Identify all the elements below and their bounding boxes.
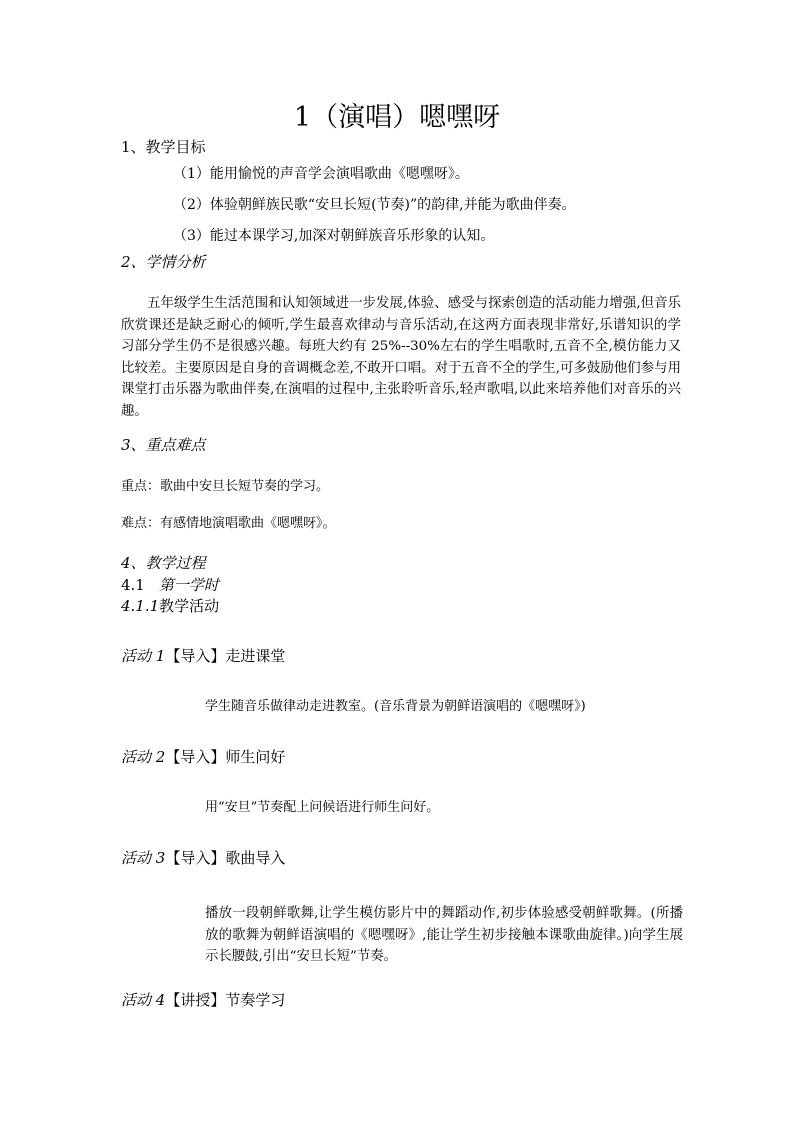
- key-point-text: 重点：歌曲中安旦长短节奏的学习。: [121, 479, 330, 494]
- activity-heading: [121, 649, 285, 664]
- activity-number: 活动 2: [121, 748, 166, 766]
- analysis-paragraph: 五年级学生生活范围和认知领域进一步发展,体验、感受与探索创造的活动能力增强,但音乐欣赏课还是缺乏耐心的倾听,学生最喜欢律动与音乐活动,在这两方面表现非常好,乐谱知识的学习部分学生仍不是很感兴趣。每班大约有 25%--30%左右的学生唱歌时,五音不全,模仿能力又比较差。主要原因是自身的音调概念差,不敢开口唱。对于五音不全的学生,可多鼓励他们参与用课堂打击乐器为歌曲伴奏,在演唱的过程中,主张聆听音乐,轻声歌唱,以此来培养他们对音乐的兴趣。: [121, 296, 681, 419]
- activity-name: 歌曲导入: [225, 849, 286, 867]
- subsection-heading-first-lesson: [121, 578, 219, 593]
- difficulty-text: 难点：有感情地演唱歌曲《嗯嘿呀》。: [121, 516, 336, 531]
- activity-tag: 【讲授】: [165, 991, 226, 1009]
- document-title: 1（演唱）嗯嘿呀: [293, 102, 501, 133]
- section-heading-key-points: 3、重点难点: [121, 436, 206, 454]
- activity-tag: 【导入】: [165, 647, 226, 665]
- activity-description: 播放一段朝鲜歌舞,让学生模仿影片中的舞蹈动作,初步体验感受朝鲜歌舞。(所播放的歌舞为朝鲜语演唱的《嗯嘿呀》,能让学生初步接触本课歌曲旋律。)向学生展示长腰鼓,引出“安旦长短”节奏。: [205, 906, 683, 964]
- section-heading-objectives: 1、教学目标: [121, 138, 206, 156]
- activity-number: 活动 4: [121, 991, 166, 1009]
- activity-description: 用“安旦”节奏配上问候语进行师生问好。: [205, 800, 440, 815]
- activity-tag: 【导入】: [165, 748, 226, 766]
- section-heading-process: 4、教学过程: [121, 554, 206, 572]
- subsection-number: 4.1.1: [121, 597, 160, 615]
- subsection-label: 教学活动: [159, 597, 220, 615]
- activity-heading: [121, 750, 285, 765]
- goal-item-2: （2）体验朝鲜族民歌“安旦长短(节奏)”的韵律,并能为歌曲伴奏。: [173, 197, 576, 213]
- subsection-heading-activities: [121, 599, 219, 614]
- activity-heading: [121, 993, 285, 1008]
- activity-name: 节奏学习: [225, 991, 286, 1009]
- goal-item-1: （1）能用愉悦的声音学会演唱歌曲《嗯嘿呀》。: [173, 166, 469, 182]
- activity-tag: 【导入】: [165, 849, 226, 867]
- activity-name: 师生问好: [225, 748, 286, 766]
- activity-heading: [121, 851, 285, 866]
- activity-number: 活动 1: [121, 647, 166, 665]
- section-heading-analysis: 2、学情分析: [121, 253, 206, 271]
- activity-number: 活动 3: [121, 849, 166, 867]
- goal-item-3: （3）能过本课学习,加深对朝鲜族音乐形象的认知。: [173, 228, 495, 244]
- activity-name: 走进课堂: [225, 647, 286, 665]
- subsection-number: 4.1: [121, 576, 145, 594]
- subsection-label: 第一学时: [158, 576, 219, 594]
- activity-description: 学生随音乐做律动走进教室。(音乐背景为朝鲜语演唱的《嗯嘿呀》): [205, 699, 586, 714]
